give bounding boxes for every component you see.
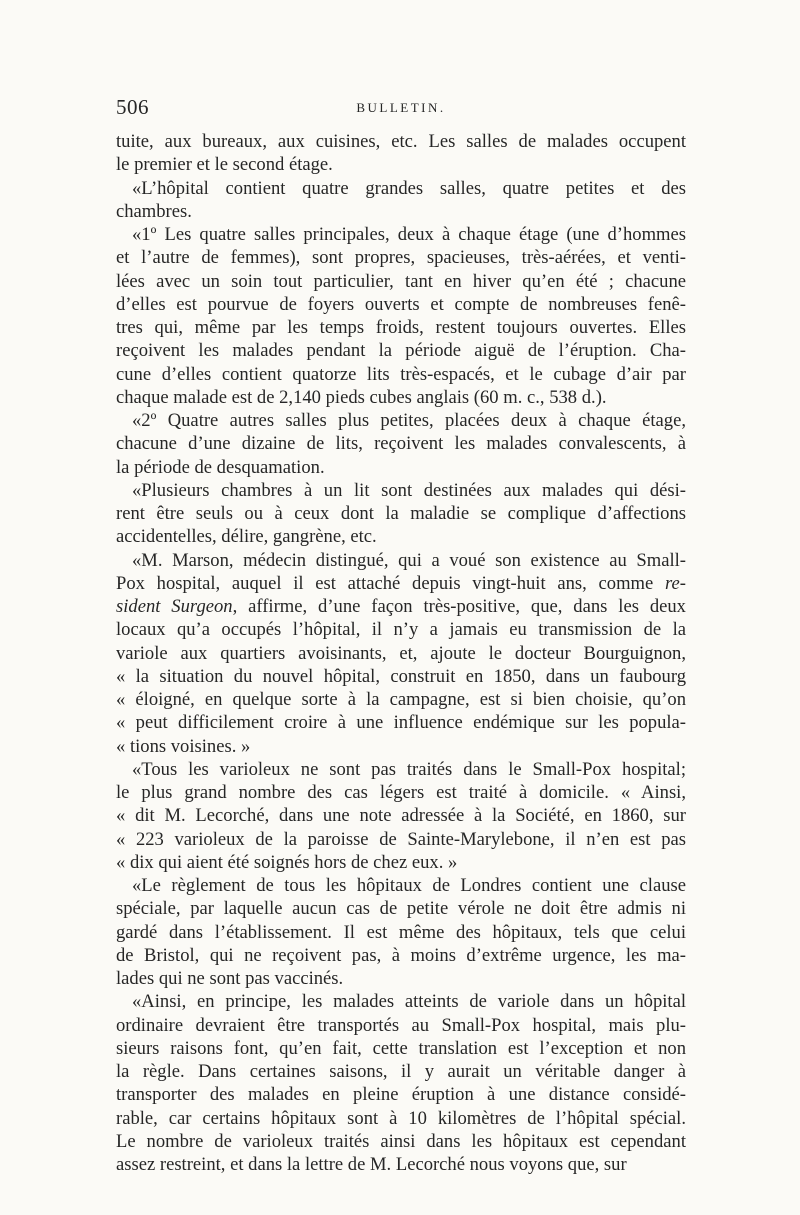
paragraph	[116, 549, 686, 758]
running-title: BULLETIN.	[356, 100, 446, 115]
text-line: la règle. Dans certaines saisons, il y aurait un véritable danger à	[116, 1061, 686, 1082]
text-line: « la situation du nouvel hôpital, construit en 1850, dans un faubourg	[116, 665, 686, 687]
text-line: le plus grand nombre des cas légers est traité à domicile. « Ainsi,	[116, 782, 686, 803]
text-line: transporter des malades en pleine éruption à une distance considé-	[116, 1084, 686, 1106]
text-line: gardé dans l’établissement. Il est même des hôpitaux, tels que celui	[116, 921, 686, 943]
paragraph	[116, 479, 686, 549]
text-line: Pox hospital, auquel il est attaché depuis vingt-huit ans, comme re-	[116, 572, 686, 594]
text-line: «Ainsi, en principe, les malades atteints de variole dans un hôpital	[132, 991, 686, 1013]
text-line: « dix qui aient été soignés hors de chez eux. »	[116, 851, 458, 873]
text-line: chacune d’une dizaine de lits, reçoivent les malades convalescents, à	[116, 433, 686, 455]
text-line: assez restreint, et dans la lettre de M. Lecorché nous voyons que, sur	[116, 1154, 627, 1175]
text-line: spéciale, par laquelle aucun cas de petite vérole ne doit être admis ni	[116, 898, 686, 920]
text-line: tuite, aux bureaux, aux cuisines, etc. Les salles de malades occupent	[116, 131, 686, 152]
paragraph	[116, 130, 686, 177]
text-line: tres qui, même par les temps froids, restent toujours ouvertes. Elles	[116, 317, 686, 338]
text-line: de Bristol, qui ne reçoivent pas, à moins d’extrême urgence, les ma-	[116, 944, 686, 966]
text-line: sident Surgeon, affirme, d’une façon très-positive, que, dans les deux	[116, 596, 686, 617]
text-line: «2º Quatre autres salles plus petites, placées deux à chaque étage,	[132, 410, 686, 431]
text-line: « 223 varioleux de la paroisse de Sainte-Marylebone, il n’en est pas	[116, 828, 686, 850]
text-line: la période de desquamation.	[116, 456, 325, 478]
paragraph	[116, 223, 686, 409]
body-text	[116, 130, 686, 1176]
text-line: chambres.	[116, 200, 192, 222]
text-line: d’elles est pourvue de foyers ouverts et compte de nombreuses fenê-	[116, 293, 686, 315]
paragraph	[116, 409, 686, 479]
text-line: locaux qu’a occupés l’hôpital, il n’y a jamais eu transmission de la	[116, 619, 686, 641]
text-line: rable, car certains hôpitaux sont à 10 kilomètres de l’hôpital spécial.	[116, 1107, 686, 1129]
text-line: accidentelles, délire, gangrène, etc.	[116, 526, 377, 548]
text-line: Le nombre de varioleux traités ainsi dans les hôpitaux est cependant	[116, 1130, 686, 1152]
text-line: «Tous les varioleux ne sont pas traités dans le Small-Pox hospital;	[132, 758, 686, 780]
text-line: « dit M. Lecorché, dans une note adressée à la Société, en 1860, sur	[116, 805, 686, 827]
text-line: lades qui ne sont pas vaccinés.	[116, 968, 344, 989]
text-line: «1º Les quatre salles principales, deux à chaque étage (une d’hommes	[132, 224, 686, 245]
text-line: « peut difficilement croire à une influence endémique sur les popula-	[116, 712, 686, 734]
text-line: cune d’elles contient quatorze lits très-espacés, et le cubage d’air par	[116, 363, 686, 385]
text-line: sieurs raisons font, qu’en fait, cette translation est l’exception et non	[116, 1037, 686, 1059]
paragraph	[116, 874, 686, 990]
text-line: lées avec un soin tout particulier, tant en hiver qu’en été ; chacune	[116, 270, 686, 292]
text-line: « éloigné, en quelque sorte à la campagne, est si bien choisie, qu’on	[116, 689, 686, 710]
paragraph	[116, 990, 686, 1176]
text-line: chaque malade est de 2,140 pieds cubes anglais (60 m. c., 538 d.).	[116, 386, 607, 408]
text-line: ordinaire devraient être transportés au Small-Pox hospital, mais plu-	[116, 1014, 686, 1036]
paragraph	[116, 758, 686, 874]
text-line: variole aux quartiers avoisinants, et, ajoute le docteur Bourguignon,	[116, 642, 686, 664]
text-line: le premier et le second étage.	[116, 154, 333, 176]
page-header	[116, 95, 686, 125]
text-line: «Le règlement de tous les hôpitaux de Londres contient une clause	[132, 875, 686, 896]
text-line: « tions voisines. »	[116, 735, 251, 757]
text-line: «M. Marson, médecin distingué, qui a voué son existence au Small-	[132, 549, 686, 571]
page-number: 506	[116, 95, 149, 119]
text-line: rent être seuls ou à ceux dont la maladie se complique d’affections	[116, 503, 686, 524]
paragraph	[116, 177, 686, 224]
text-line: «L’hôpital contient quatre grandes salles, quatre petites et des	[132, 177, 686, 199]
text-line: reçoivent les malades pendant la période aiguë de l’éruption. Cha-	[116, 340, 686, 362]
text-line: «Plusieurs chambres à un lit sont destinées aux malades qui dési-	[132, 479, 686, 501]
text-line: et l’autre de femmes), sont propres, spacieuses, très-aérées, et venti-	[116, 247, 686, 269]
